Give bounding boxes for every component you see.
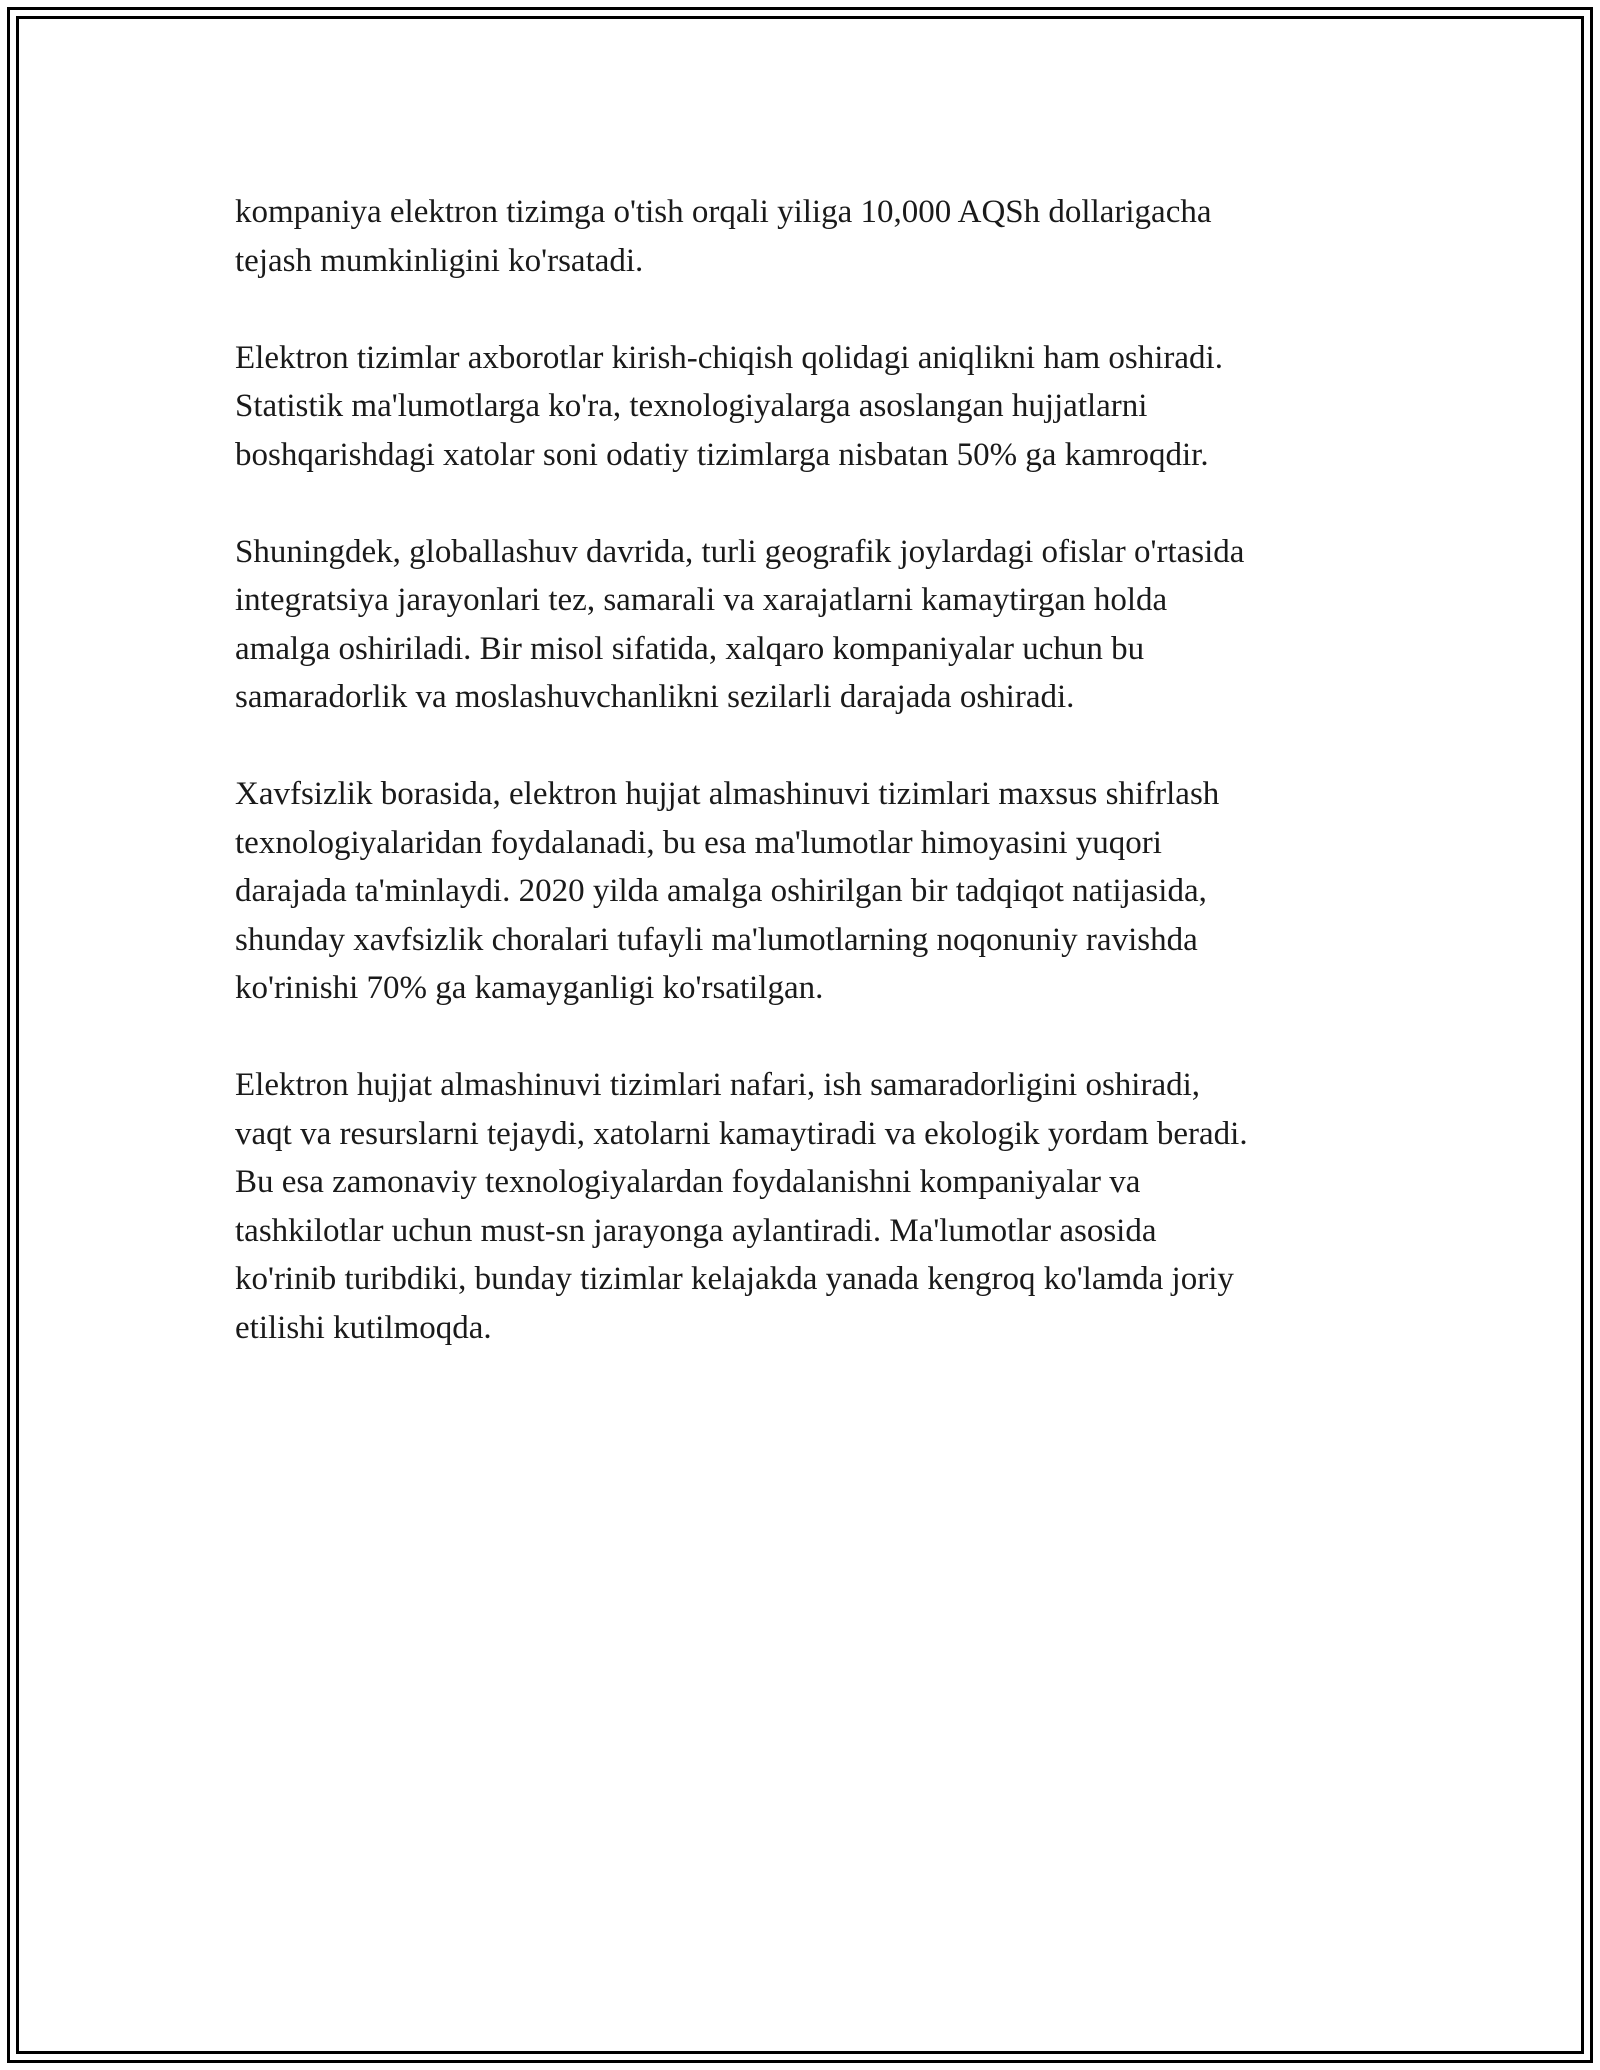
paragraph-accuracy: Elektron tizimlar axborotlar kirish-chiqish qolidagi aniqlikni ham oshiradi. Statistik ma'lumotlarga ko'ra, texnologiyalarga asoslangan hujjatlarni boshqarishdagi xatolar soni odatiy tizimlarga nisbatan 50% ga kamroqdir. — [235, 339, 1223, 473]
document-body — [235, 188, 1375, 1401]
paragraph-globalization: Shuningdek, globallashuv davrida, turli geografik joylardagi ofislar o'rtasida integratsiya jarayonlari tez, samarali va xarajatlarni kamaytirgan holda amalga oshiriladi. Bir misol sifatida, xalqaro kompaniyalar uchun bu samaradorlik va moslashuvchanlikni sezilarli darajada oshiradi. — [235, 533, 1245, 715]
paragraph-savings: kompaniya elektron tizimga o'tish orqali yiliga 10,000 AQSh dollarigacha tejash mumkinligini ko'rsatadi. — [235, 194, 1212, 279]
paragraph-security: Xavfsizlik borasida, elektron hujjat almashinuvi tizimlari maxsus shifrlash texnologiyalaridan foydalanadi, bu esa ma'lumotlar himoyasini yuqori darajada ta'minlaydi. 2020 yilda amalga oshirilgan bir tadqiqot natijasida, shunday xavfsizlik choralari tufayli ma'lumotlarning noqonuniy ravishda ko'rinishi 70% ga kamayganligi ko'rsatilgan. — [235, 776, 1220, 1006]
paragraph-conclusion: Elektron hujjat almashinuvi tizimlari nafari, ish samaradorligini oshiradi, vaqt va resurslarni tejaydi, xatolarni kamaytiradi va ekologik yordam beradi. Bu esa zamonaviy texnologiyalardan foydalanishni kompaniyalar va tashkilotlar uchun must-sn jarayonga aylantiradi. Ma'lumotlar asosida ko'rinib turibdiki, bunday tizimlar kelajakda yanada kengroq ko'lamda joriy etilishi kutilmoqda. — [235, 1067, 1248, 1346]
